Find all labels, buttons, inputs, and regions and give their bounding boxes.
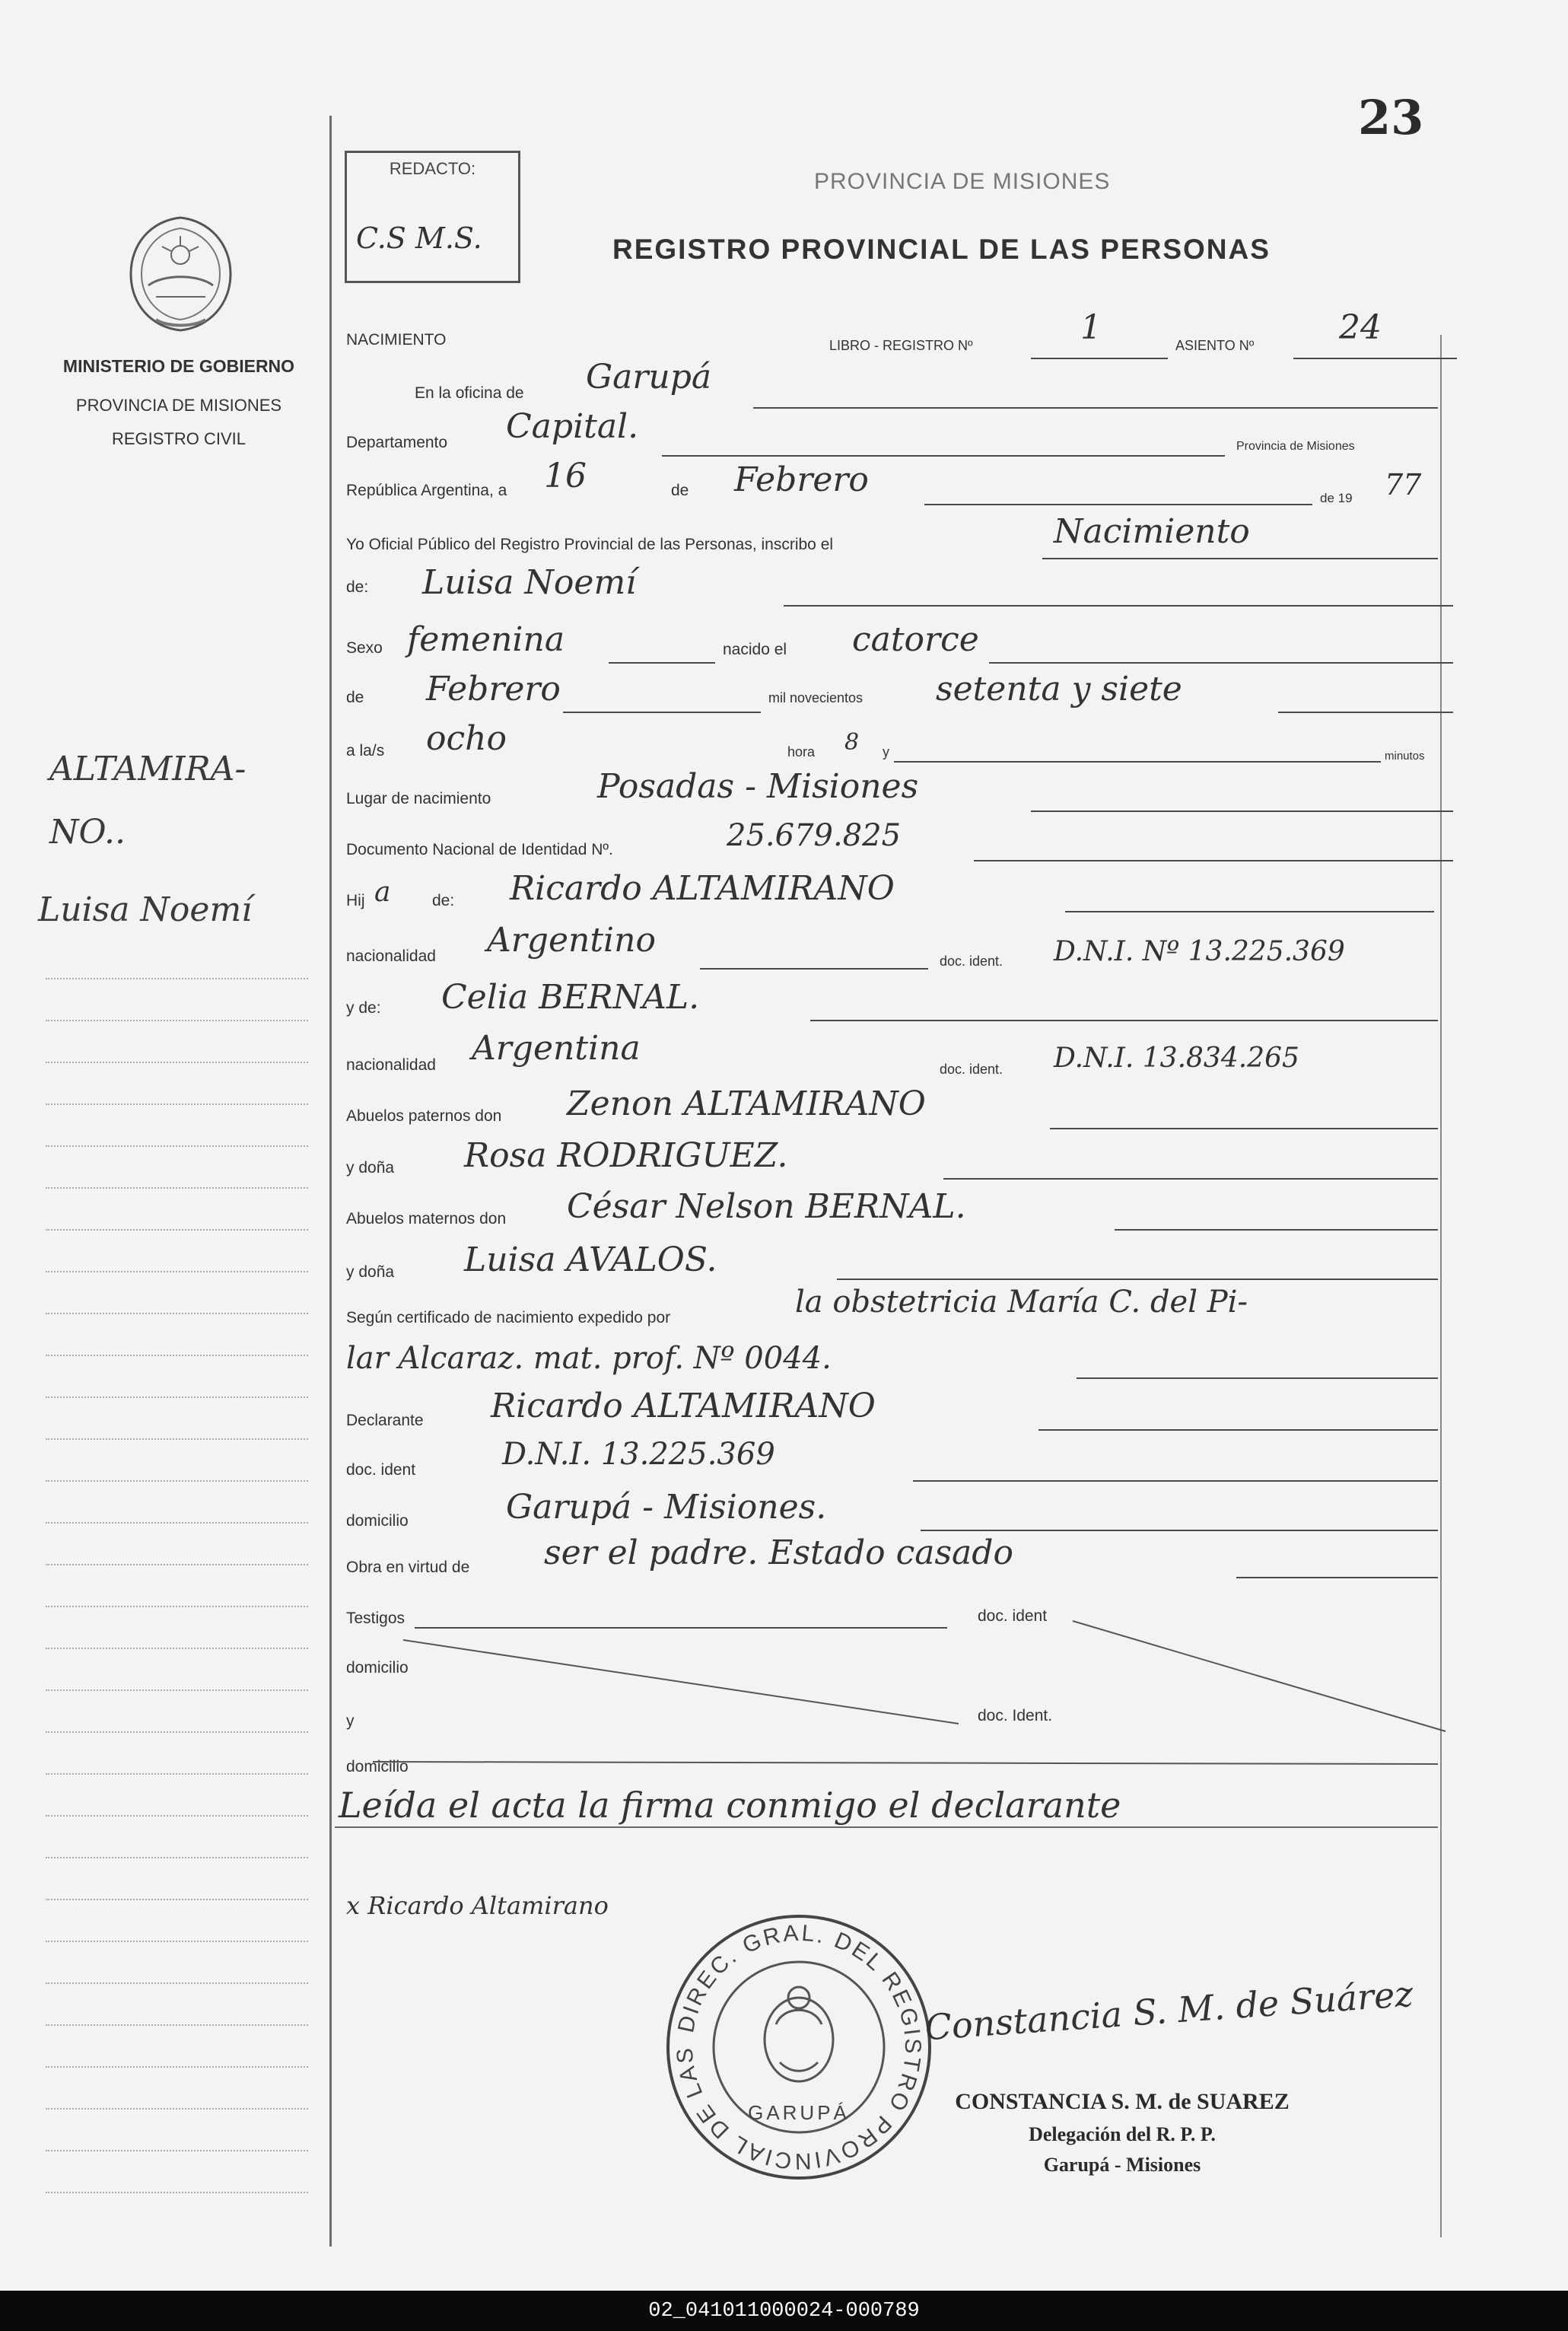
stamp-place: Garupá - Misiones [1043, 2154, 1201, 2176]
value-nombre: Luisa Noemí [422, 563, 637, 602]
value-departamento: Capital. [506, 407, 639, 446]
rule-abuelo-mat [1115, 1229, 1438, 1231]
official-seal [662, 1910, 936, 2188]
value-oficina: Garupá [586, 358, 712, 396]
margin-dotline [46, 1648, 308, 1649]
redacto-label: REDACTO: [389, 159, 476, 178]
rule-anio-nac [1278, 712, 1453, 713]
margin-dotline [46, 1062, 308, 1063]
page-number: 23 [1358, 90, 1424, 145]
label-lugar: Lugar de nacimiento [346, 790, 491, 807]
margin-dotline [46, 1020, 308, 1021]
value-declarante: Ricardo ALTAMIRANO [491, 1387, 876, 1425]
label-oficial: Yo Oficial Público del Registro Provincial de las Personas, inscribo el [346, 536, 834, 553]
value-mes: Febrero [734, 460, 869, 499]
void-strikeout-lines [358, 1613, 1453, 1811]
value-abuela-mat: Luisa AVALOS. [464, 1240, 717, 1279]
margin-dotline [46, 978, 308, 979]
declarant-signature: x Ricardo Altamirano [346, 1891, 609, 1920]
registry-header: REGISTRO PROVINCIAL DE LAS PERSONAS [612, 234, 1271, 265]
rule-declarante [1038, 1429, 1438, 1431]
rule-padre [1065, 911, 1434, 912]
rule-lugar [1031, 810, 1453, 812]
value-hora: ocho [426, 719, 507, 758]
value-dni: 25.679.825 [727, 818, 902, 853]
margin-surname-2: NO.. [49, 813, 126, 852]
rule-abuelo-pat [1050, 1128, 1438, 1129]
label-alas: a la/s [346, 742, 385, 759]
margin-dotline [46, 1229, 308, 1231]
margin-dotline [46, 1438, 308, 1440]
rule-inscribo [1042, 558, 1438, 559]
value-segun-1: la obstetricia María C. del Pi- [795, 1285, 1248, 1320]
label-docident: doc. ident [346, 1461, 416, 1479]
rule-sexo [609, 662, 715, 664]
value-sexo: femenina [407, 620, 565, 659]
margin-dotline [46, 2192, 308, 2193]
value-libro: 1 [1080, 308, 1102, 347]
margin-dotline [46, 1899, 308, 1900]
rule-abuela-pat [943, 1178, 1438, 1180]
label-nacimiento: NACIMIENTO [346, 331, 447, 349]
margin-dotline [46, 1522, 308, 1524]
label-declarante: Declarante [346, 1412, 424, 1429]
margin-dotline [46, 1982, 308, 1984]
ministry-line2: PROVINCIA DE MISIONES [75, 396, 282, 415]
margin-dotline [46, 1271, 308, 1272]
rule-domicilio [921, 1530, 1438, 1531]
rule-doc-decl [913, 1480, 1438, 1482]
value-lugar: Posadas - Misiones [597, 767, 919, 806]
margin-dotline [46, 2150, 308, 2151]
value-obra: ser el padre. Estado casado [544, 1533, 1013, 1572]
value-madre: Celia BERNAL. [441, 978, 700, 1017]
value-asiento: 24 [1339, 308, 1382, 347]
label-hijo: Hij [346, 892, 365, 909]
margin-dotline [46, 1145, 308, 1147]
margin-dotline [46, 1815, 308, 1817]
label-hijo-de: de: [432, 892, 455, 909]
value-nacido: catorce [852, 620, 979, 659]
label-domicilio1: domicilio [346, 1512, 409, 1530]
label-de3: de [346, 689, 364, 706]
label-departamento: Departamento [346, 434, 448, 451]
value-abuelo-pat: Zenon ALTAMIRANO [567, 1084, 926, 1123]
label-minutos: minutos [1385, 750, 1425, 763]
value-hora-num: 8 [844, 729, 860, 756]
label-doc-t2: doc. Ident. [978, 1707, 1053, 1724]
margin-dotline [46, 1689, 308, 1691]
margin-dotline [46, 1480, 308, 1482]
rule-mes-nac [563, 712, 761, 713]
label-domicilio2: domicilio [346, 1659, 409, 1677]
rule-segun [1077, 1377, 1438, 1379]
rule-obra [1236, 1577, 1438, 1578]
value-doc-madre: D.N.I. 13.834.265 [1054, 1043, 1299, 1074]
label-obra: Obra en virtud de [346, 1559, 470, 1576]
rule-minutos [894, 761, 1381, 763]
margin-dotline [46, 1313, 308, 1314]
rule-mes [924, 504, 1312, 505]
label-sexo: Sexo [346, 639, 383, 657]
value-hijo-suffix: a [374, 877, 391, 908]
label-ydona2: y doña [346, 1263, 395, 1281]
margin-dotline [46, 1187, 308, 1189]
value-domicilio: Garupá - Misiones. [506, 1488, 827, 1527]
rule-leida [335, 1826, 1438, 1828]
margin-dotline [46, 2066, 308, 2068]
label-nacido: nacido el [723, 641, 787, 658]
provincial-emblem-icon [126, 213, 236, 339]
label-abmat: Abuelos maternos don [346, 1210, 507, 1228]
value-dia: 16 [544, 457, 587, 495]
rule-departamento [662, 455, 1225, 457]
label-oficina: En la oficina de [415, 384, 524, 402]
label-mil: mil novecientos [768, 690, 864, 705]
label-y2: y [346, 1712, 355, 1730]
label-doc1: doc. ident. [940, 954, 1003, 969]
label-ydona1: y doña [346, 1159, 395, 1177]
value-segun-2: lar Alcaraz. mat. prof. Nº 0044. [346, 1341, 832, 1376]
label-de-year: de 19 [1320, 491, 1353, 505]
value-padre: Ricardo ALTAMIRANO [510, 869, 895, 908]
rule-nombre [784, 605, 1453, 607]
stamp-role: Delegación del R. P. P. [1029, 2123, 1216, 2145]
margin-dotline [46, 2024, 308, 2026]
label-nac1: nacionalidad [346, 947, 436, 965]
label-segun: Según certificado de nacimiento expedido por [346, 1309, 671, 1326]
label-asiento: ASIENTO Nº [1175, 338, 1255, 353]
margin-surname-1: ALTAMIRA- [49, 750, 246, 788]
label-doc-t1: doc. ident [978, 1607, 1048, 1625]
value-abuela-pat: Rosa RODRIGUEZ. [464, 1136, 788, 1175]
seal-ring-text: DIREC. GRAL. DEL REGISTRO PROVINCIAL DE LAS [672, 1920, 926, 2174]
seal-bottom-text: GARUPÁ [748, 2101, 850, 2124]
value-mes-nac: Febrero [426, 670, 561, 709]
margin-given-name: Luisa Noemí [38, 890, 253, 929]
label-hora: hora [787, 744, 816, 759]
label-de: de [671, 482, 689, 499]
value-anio: 77 [1385, 468, 1422, 502]
margin-dotline [46, 1941, 308, 1942]
value-doc-padre: D.N.I. Nº 13.225.369 [1054, 936, 1345, 967]
margin-rule [329, 116, 332, 2247]
rule-nac-padre [700, 968, 928, 970]
rule-nacido [989, 662, 1453, 664]
redacto-value: C.S M.S. [356, 221, 482, 255]
value-abuelo-mat: César Nelson BERNAL. [567, 1187, 966, 1226]
margin-dotline [46, 1564, 308, 1565]
value-leida: Leída el acta la firma conmigo el declarante [339, 1785, 1121, 1826]
value-nac-padre: Argentino [487, 921, 656, 960]
margin-dotline [46, 1355, 308, 1356]
official-signature: Constancia S. M. de Suárez [923, 1973, 1415, 2049]
value-anio-nac: setenta y siete [936, 670, 1182, 709]
label-republica: República Argentina, a [346, 482, 507, 499]
margin-dotline [46, 1103, 308, 1105]
redacto-box [345, 151, 520, 283]
label-dni: Documento Nacional de Identidad Nº. [346, 841, 613, 858]
label-domicilio3: domicilio [346, 1758, 409, 1775]
margin-dotline [46, 2108, 308, 2110]
label-testigos: Testigos [346, 1610, 406, 1627]
rule-dni [974, 860, 1453, 861]
rule-abuela-mat [837, 1279, 1438, 1280]
footer-bar [0, 2291, 1568, 2331]
label-abpat: Abuelos paternos don [346, 1107, 502, 1125]
value-doc-decl: D.N.I. 13.225.369 [502, 1437, 775, 1472]
footer-id: 02_041011000024-000789 [648, 2299, 920, 2323]
label-de2: de: [346, 578, 369, 596]
label-yde: y de: [346, 999, 381, 1017]
rule-asiento [1293, 358, 1457, 359]
rule-oficina [753, 407, 1438, 409]
margin-dotline [46, 1773, 308, 1775]
ministry-line3: REGISTRO CIVIL [111, 429, 246, 448]
right-border-rule [1440, 335, 1442, 2237]
label-nac2: nacionalidad [346, 1056, 436, 1074]
value-inscribo: Nacimiento [1054, 512, 1250, 551]
label-libro: LIBRO - REGISTRO Nº [829, 338, 973, 353]
margin-dotline [46, 1857, 308, 1858]
margin-dotline [46, 1396, 308, 1398]
province-header: PROVINCIA DE MISIONES [814, 169, 1111, 194]
margin-dotline [46, 1731, 308, 1733]
value-nac-madre: Argentina [472, 1029, 641, 1068]
rule-madre [810, 1020, 1438, 1021]
label-y: y [883, 744, 889, 759]
label-doc2: doc. ident. [940, 1062, 1003, 1077]
stamp-name: CONSTANCIA S. M. de SUAREZ [955, 2089, 1290, 2114]
margin-dotline [46, 1606, 308, 1607]
ministry-line1: MINISTERIO DE GOBIERNO [62, 356, 295, 376]
rule-libro [1031, 358, 1168, 359]
label-provincia: Provincia de Misiones [1236, 440, 1355, 453]
